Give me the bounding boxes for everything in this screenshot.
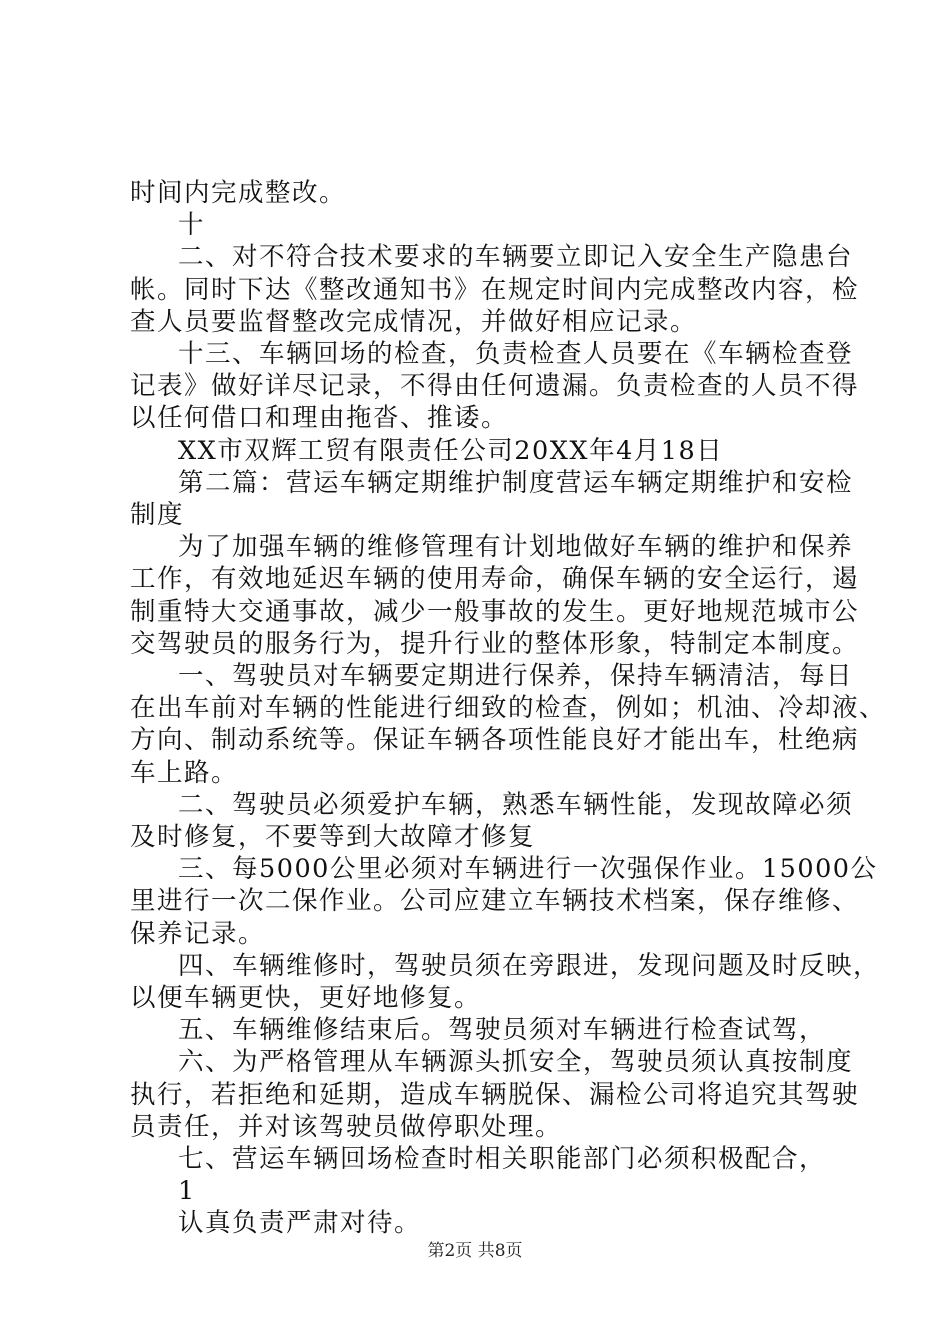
text-line: 十 — [178, 210, 206, 241]
text-line: 记表》做好详尽记录，不得由任何遗漏。负责检查的人员不得 — [130, 371, 860, 402]
text-line: 认真负责严肃对待。 — [178, 1208, 422, 1239]
text-line: 车上路。 — [130, 757, 239, 788]
text-line: 查人员要监督整改完成情况，并做好相应记录。 — [130, 306, 698, 337]
text-line: 四、车辆维修时，驾驶员须在旁跟进，发现问题及时反映， — [178, 950, 881, 981]
text-line: 保养记录。 — [130, 918, 266, 949]
text-line: 在出车前对车辆的性能进行细致的检查，例如；机油、冷却液、 — [130, 693, 887, 724]
text-line: 三、每5000公里必须对车辆进行一次强保作业。15000公 — [178, 854, 878, 885]
text-line: 六、为严格管理从车辆源头抓安全，驾驶员须认真按制度 — [178, 1047, 854, 1078]
text-line: 交驾驶员的服务行为，提升行业的整体形象，特制定本制度。 — [130, 628, 860, 659]
text-line: 以任何借口和理由拖沓、推诿。 — [130, 403, 509, 434]
text-line: 七、营运车辆回场检查时相关职能部门必须积极配合， — [178, 1144, 827, 1174]
text-line: 里进行一次二保作业。公司应建立车辆技术档案，保存维修、 — [130, 886, 860, 917]
page-number: 第2页 共8页 — [427, 1241, 523, 1261]
signature-line: XX市双辉工贸有限责任公司20XX年4月18日 — [178, 435, 724, 466]
text-line: 1 — [178, 1176, 196, 1207]
text-line: 帐。同时下达《整改通知书》在规定时间内完成整改内容，检 — [130, 274, 860, 305]
text-line: 一、驾驶员对车辆要定期进行保养，保持车辆清洁，每日 — [178, 661, 854, 691]
text-line: 时间内完成整改。 — [130, 178, 347, 208]
text-line: 员责任，并对该驾驶员做停职处理。 — [130, 1111, 563, 1142]
text-line: 十三、车辆回场的检查，负责检查人员要在《车辆检查登 — [178, 339, 854, 369]
section-heading: 第二篇：营运车辆定期维护制度营运车辆定期维护和安检 — [178, 467, 854, 498]
text-line: 制重特大交通事故，减少一般事故的发生。更好地规范城市公 — [130, 596, 860, 627]
text-line: 工作，有效地延迟车辆的使用寿命，确保车辆的安全运行，遏 — [130, 564, 860, 595]
text-line: 二、对不符合技术要求的车辆要立即记入安全生产隐患台 — [178, 242, 854, 273]
text-line: 方向、制动系统等。保证车辆各项性能良好才能出车，杜绝病 — [130, 725, 860, 756]
text-line: 五、车辆维修结束后。驾驶员须对车辆进行检查试驾， — [178, 1015, 827, 1046]
text-line: 以便车辆更快，更好地修复。 — [130, 983, 482, 1013]
text-line: 执行，若拒绝和延期，造成车辆脱保、漏检公司将追究其驾驶 — [130, 1079, 860, 1110]
text-line: 为了加强车辆的维修管理有计划地做好车辆的维护和保养 — [178, 532, 854, 563]
text-line: 及时修复，不要等到大故障才修复 — [130, 822, 536, 852]
section-heading: 制度 — [130, 500, 185, 530]
text-line: 二、驾驶员必须爱护车辆，熟悉车辆性能，发现故障必须 — [178, 789, 854, 820]
